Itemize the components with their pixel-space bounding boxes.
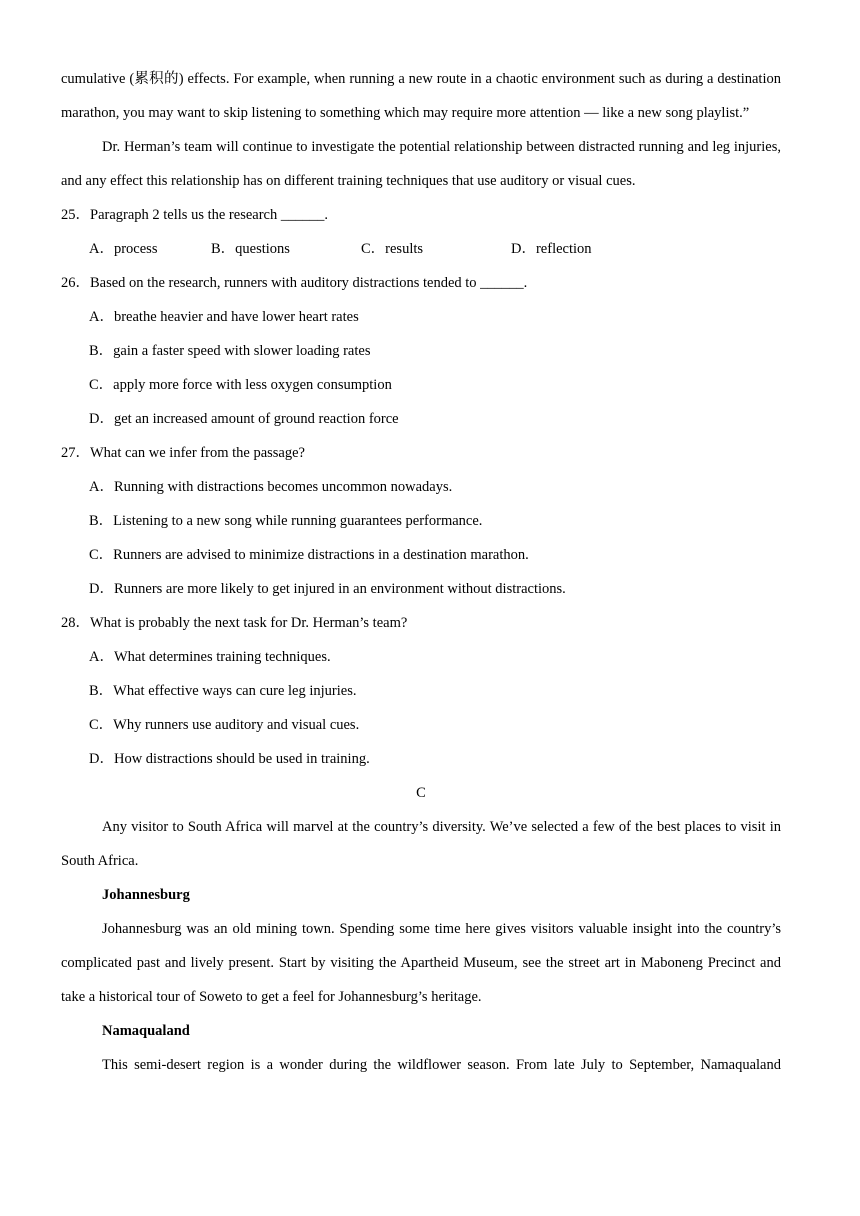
question-25: [61, 198, 781, 266]
option-d[interactable]: D．get an increased amount of ground reaction force: [89, 411, 399, 427]
document-page: [61, 62, 781, 1082]
namaqualand-paragraph: This semi-desert region is a wonder during the wildflower season. From late July to September, Namaqualand: [102, 1057, 781, 1073]
option-d[interactable]: D．Runners are more likely to get injured in an environment without distractions.: [89, 581, 566, 597]
options-row: [61, 232, 781, 266]
question-stem: 26．Based on the research, runners with auditory distractions tended to ______.: [61, 275, 528, 291]
option-c[interactable]: C．Runners are advised to minimize distractions in a destination marathon.: [89, 547, 529, 563]
johannesburg-paragraph: Johannesburg was an old mining town. Spending some time here gives visitors valuable insight into the country’s complicated past and lively present. Start by visiting the Apartheid Museum, see the street art in Maboneng Precinct and take a historical tour of Soweto to get a feel for Johannesburg’s heritage.: [61, 921, 781, 1005]
intro-paragraph-1: cumulative (累积的) effects. For example, when running a new route in a chaotic environment such as during a destination marathon, you may want to skip listening to something which may require more attention — like a new song playlist.”: [61, 71, 781, 121]
option-d[interactable]: D．How distractions should be used in training.: [89, 751, 370, 767]
namaqualand-heading: Namaqualand: [102, 1023, 190, 1039]
option-c[interactable]: C．Why runners use auditory and visual cues.: [89, 717, 360, 733]
option-a[interactable]: A．process: [89, 241, 158, 257]
option-a[interactable]: A．breathe heavier and have lower heart rates: [89, 309, 359, 325]
option-a[interactable]: A．Running with distractions becomes uncommon nowadays.: [89, 479, 453, 495]
option-b[interactable]: B．questions: [211, 241, 290, 257]
option-b[interactable]: B．gain a faster speed with slower loading rates: [89, 343, 371, 359]
option-b[interactable]: B．Listening to a new song while running guarantees performance.: [89, 513, 483, 529]
question-27: [61, 436, 781, 606]
option-c[interactable]: C．results: [361, 241, 424, 257]
question-stem: 27．What can we infer from the passage?: [61, 445, 305, 461]
question-28: [61, 606, 781, 776]
johannesburg-heading: Johannesburg: [102, 887, 190, 903]
section-c-intro: Any visitor to South Africa will marvel at the country’s diversity. We’ve selected a few of the best places to visit in South Africa.: [61, 819, 781, 869]
question-stem: 28．What is probably the next task for Dr. Herman’s team?: [61, 615, 408, 631]
question-stem: 25．Paragraph 2 tells us the research ______.: [61, 207, 328, 223]
option-c[interactable]: C．apply more force with less oxygen consumption: [89, 377, 392, 393]
section-letter: C: [416, 785, 426, 801]
question-26: [61, 266, 781, 436]
option-b[interactable]: B．What effective ways can cure leg injuries.: [89, 683, 357, 699]
intro-paragraph-2: Dr. Herman’s team will continue to investigate the potential relationship between distracted running and leg injuries, and any effect this relationship has on different training techniques that use auditory or visual cues.: [61, 139, 781, 189]
option-d[interactable]: D．reflection: [511, 241, 592, 257]
option-a[interactable]: A．What determines training techniques.: [89, 649, 331, 665]
